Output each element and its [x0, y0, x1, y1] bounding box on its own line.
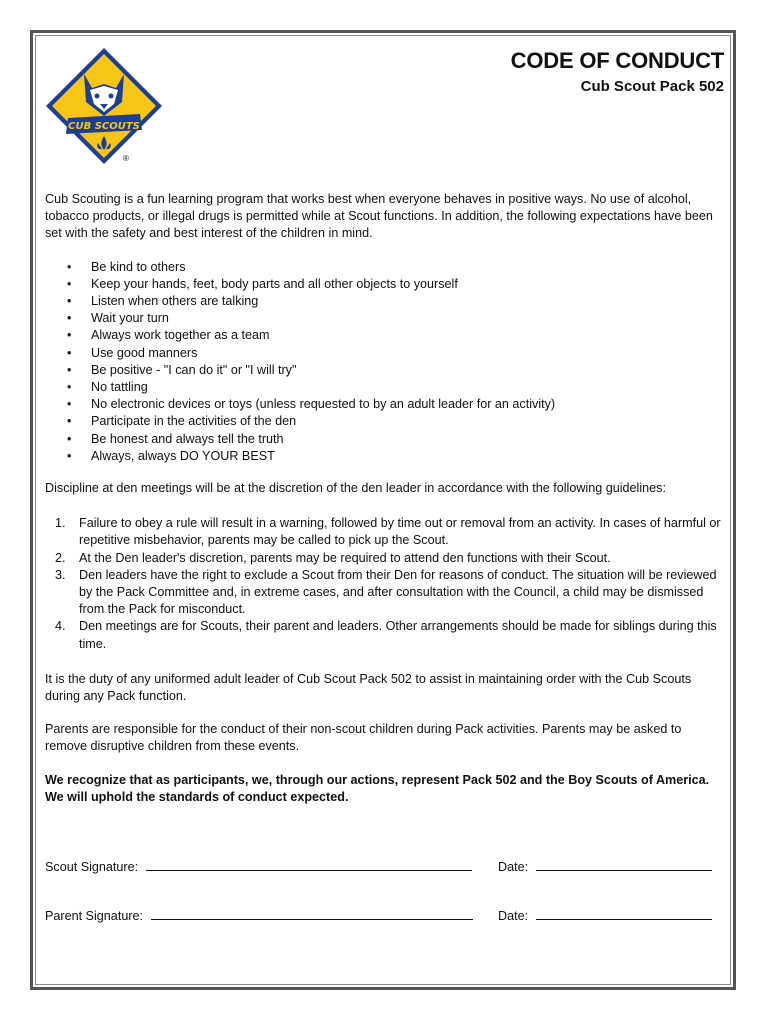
scout-date-label: Date: [498, 860, 529, 874]
list-item [45, 618, 725, 652]
list-item: • Be honest and always tell the truth [45, 431, 725, 448]
list-item: • No electronic devices or toys (unless requested to by an adult leader for an activity) [45, 396, 725, 413]
document-body [45, 191, 725, 806]
header [511, 48, 724, 95]
list-item: • Keep your hands, feet, body parts and all other objects to yourself [45, 276, 725, 293]
list-number: 1. [55, 516, 66, 531]
list-item: • Always work together as a team [45, 327, 725, 344]
scout-signature-label: Scout Signature: [45, 860, 139, 874]
parent-date-label: Date: [498, 909, 529, 923]
parent-signature-label: Parent Signature: [45, 909, 144, 923]
parent-date-row [498, 908, 712, 923]
parent-signature-field[interactable] [151, 908, 473, 920]
discipline-list [45, 515, 725, 653]
scout-date-row [498, 859, 712, 874]
rules-list [45, 259, 725, 465]
scout-signature-field[interactable] [146, 859, 472, 871]
list-number: 2. [55, 550, 66, 565]
duty-paragraph: It is the duty of any uniformed adult leader of Cub Scout Pack 502 to assist in maintaining order with the Cub Scouts during any Pack function. [45, 671, 692, 704]
list-text: Den meetings are for Scouts, their parent and leaders. Other arrangements should be made for siblings during this time. [79, 619, 717, 651]
list-item: • Always, always DO YOUR BEST [45, 448, 725, 465]
svg-text:CUB SCOUTS: CUB SCOUTS [68, 121, 140, 132]
list-item [45, 515, 725, 549]
list-item [45, 550, 725, 567]
list-item: • No tattling [45, 379, 725, 396]
list-item: • Be kind to others [45, 259, 725, 276]
pledge-paragraph: We recognize that as participants, we, through our actions, represent Pack 502 and the Boy Scouts of America. We will uphold the standards of conduct expected. [45, 772, 710, 804]
scout-date-field[interactable] [536, 859, 712, 871]
intro-paragraph: Cub Scouting is a fun learning program that works best when everyone behaves in positive ways. No use of alcohol, tobacco products, or illegal drugs is permitted while at Scout functions. In addition, the following expectations have been set with the safety and best interest of the children in mind. [45, 192, 713, 241]
list-item: • Use good manners [45, 345, 725, 362]
list-number: 4. [55, 619, 66, 634]
registered-mark: ® [123, 154, 129, 163]
page-subtitle: Cub Scout Pack 502 [580, 78, 724, 95]
list-text: Den leaders have the right to exclude a Scout from their Den for reasons of conduct. The situation will be reviewed by the Pack Committee and, in extreme cases, and after consultation with the Council, a child may be dismissed from the Pack for misconduct. [79, 567, 717, 617]
discipline-intro: Discipline at den meetings will be at the discretion of the den leader in accordance with the following guidelines: [45, 481, 666, 496]
list-item [45, 567, 725, 619]
scout-signature-row [45, 859, 472, 874]
parent-date-field[interactable] [536, 908, 712, 920]
parents-paragraph: Parents are responsible for the conduct of their non-scout children during Pack activities. Parents may be asked to remove disruptive children from these events. [45, 722, 682, 754]
list-item: • Be positive - "I can do it" or "I will try" [45, 362, 725, 379]
list-item: • Listen when others are talking [45, 293, 725, 310]
cub-scouts-logo [44, 46, 164, 166]
list-item: • Wait your turn [45, 310, 725, 327]
page-title: CODE OF CONDUCT [510, 48, 724, 73]
parent-signature-row [45, 908, 473, 923]
list-text: Failure to obey a rule will result in a warning, followed by time out or removal from an activity. In cases of harmful or repetitive misbehavior, parents may be called to pick up the Scout. [79, 516, 721, 548]
list-item: • Participate in the activities of the den [45, 413, 725, 430]
list-number: 3. [55, 567, 66, 582]
list-text: At the Den leader's discretion, parents may be required to attend den functions with their Scout. [79, 550, 611, 565]
